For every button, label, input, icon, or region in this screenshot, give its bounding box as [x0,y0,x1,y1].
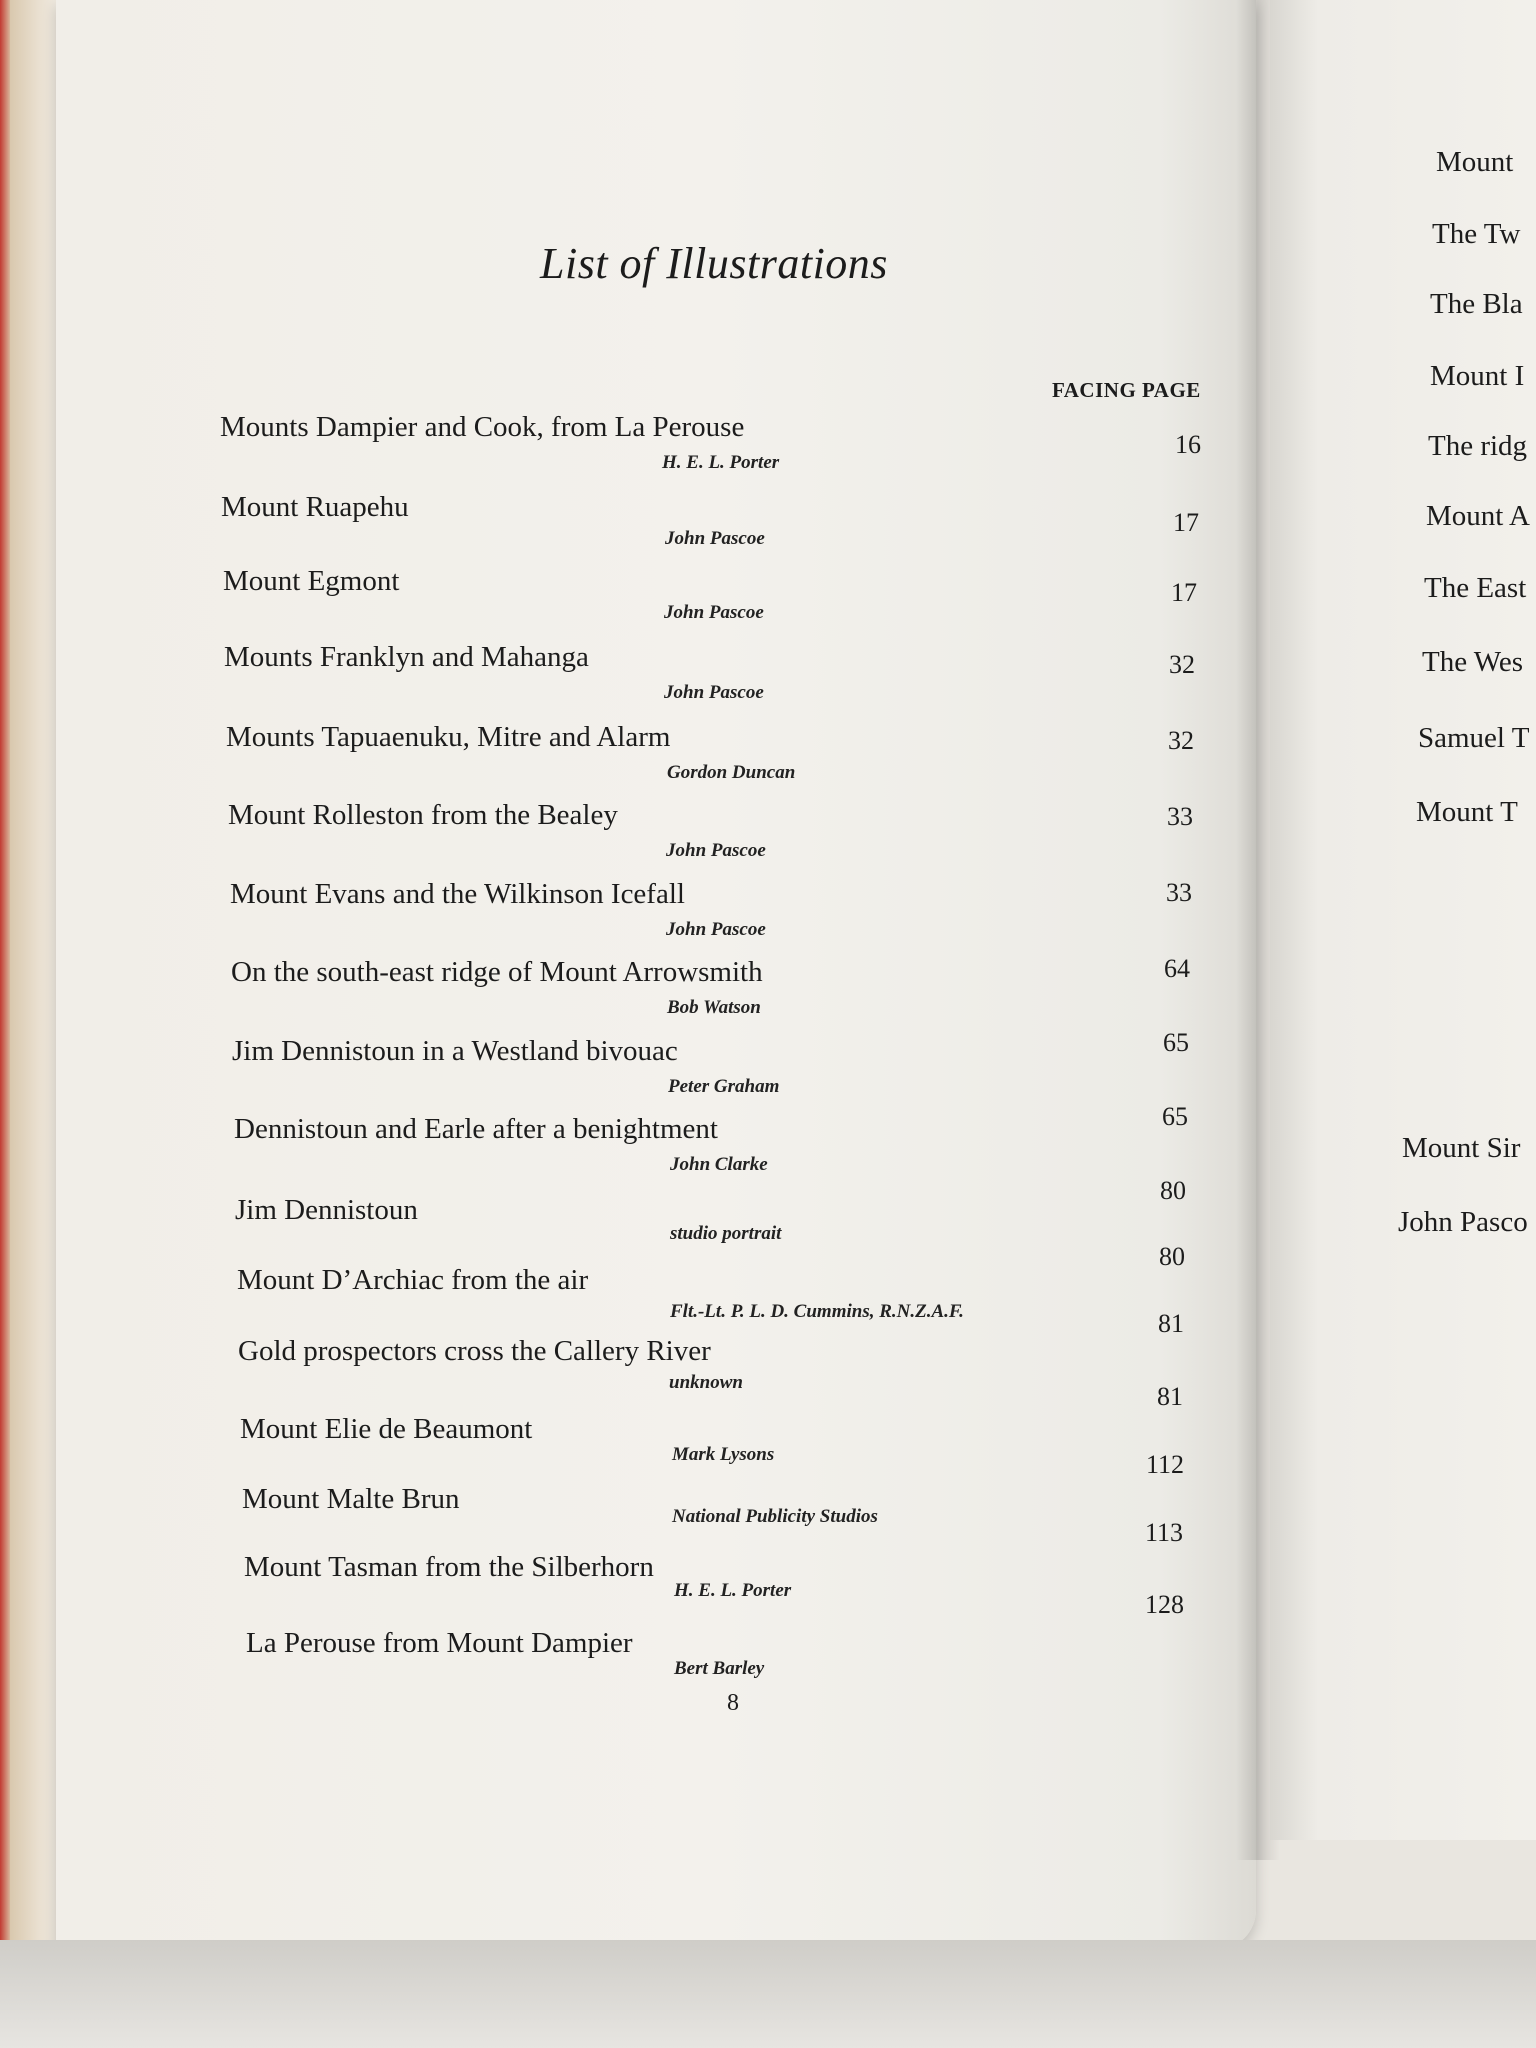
facing-page-number: 81 [1158,1309,1184,1338]
illustration-credit: Peter Graham [668,1076,780,1097]
facing-page-number: 128 [1145,1590,1184,1619]
facing-page-number: 32 [1168,726,1194,755]
illustration-credit: John Pascoe [666,919,766,940]
facing-page-number: 80 [1160,1176,1186,1205]
book-cover-edge [10,0,56,1950]
right-page-line: The ridg [1428,430,1528,462]
illustration-credit: Mark Lysons [672,1444,775,1465]
illustration-credit: H. E. L. Porter [674,1580,792,1601]
illustration-title: Mount D’Archiac from the air [237,1264,589,1296]
list-item [244,1550,792,1601]
illustration-credit: unknown [669,1372,743,1393]
illustration-credit: National Publicity Studios [672,1506,878,1527]
illustration-title: Jim Dennistoun in a Westland bivouac [232,1035,678,1067]
illustration-credit: H. E. L. Porter [662,452,780,473]
illustration-title: Mount Ruapehu [221,491,409,523]
right-page-line: Mount T [1416,796,1518,828]
illustration-credit: John Pascoe [664,682,764,703]
illustration-title: Mount Malte Brun [242,1483,460,1515]
illustration-title: Mounts Franklyn and Mahanga [224,641,589,673]
illustration-title: Mount Elie de Beaumont [240,1413,533,1445]
illustration-title: Mounts Tapuaenuku, Mitre and Alarm [226,721,671,753]
facing-page-number: 65 [1163,1028,1189,1057]
right-page-line: Samuel T [1418,722,1530,754]
facing-page-number: 64 [1164,954,1190,983]
illustration-title: Mounts Dampier and Cook, from La Perouse [220,411,745,443]
facing-page-number: 33 [1166,878,1192,907]
facing-page-number: 80 [1159,1242,1185,1271]
page-title: List of Illustrations [540,239,888,288]
illustration-credit: Bert Barley [674,1658,765,1679]
illustration-title: Dennistoun and Earle after a benightment [234,1113,718,1145]
facing-page-number: 33 [1167,802,1193,831]
list-item [235,1193,782,1244]
illustration-credit: John Pascoe [665,528,765,549]
illustration-title: Mount Tasman from the Silberhorn [244,1551,654,1583]
list-item [238,1334,743,1393]
illustration-title: Mount Rolleston from the Bealey [228,799,618,831]
illustration-title: La Perouse from Mount Dampier [246,1627,633,1659]
right-page-line: The Tw [1432,218,1521,250]
list-item [223,564,764,623]
illustration-credit: Bob Watson [667,997,761,1018]
list-item [242,1482,878,1527]
illustration-title: On the south-east ridge of Mount Arrowsmith [231,956,763,988]
facing-page-number: 32 [1169,650,1195,679]
illustration-title: Jim Dennistoun [235,1194,418,1226]
right-page [1270,0,1536,1840]
list-item [246,1626,765,1679]
facing-page-header: FACING PAGE [1052,378,1201,402]
illustration-credit: studio portrait [670,1223,782,1244]
facing-page-number: 16 [1175,430,1201,459]
list-item [221,490,765,549]
illustration-credit: John Clarke [670,1154,768,1175]
list-item [224,640,764,703]
right-page-line: John Pasco [1398,1206,1528,1238]
page-number: 8 [727,1690,739,1716]
book-cover-spine [0,0,10,1950]
right-page-line: Mount Sir [1402,1132,1521,1164]
illustration-credit: Gordon Duncan [667,762,796,783]
right-page-line: The Bla [1430,288,1523,320]
facing-page-number: 81 [1157,1382,1183,1411]
right-page-line: The East [1424,572,1527,604]
facing-page-number: 17 [1173,508,1199,537]
list-item [230,877,766,940]
illustration-credit: John Pascoe [666,840,766,861]
illustration-credit: John Pascoe [664,602,764,623]
list-item [234,1112,768,1175]
list-item [240,1412,775,1465]
facing-page-number: 17 [1171,578,1197,607]
list-item [228,798,766,861]
illustration-credit: Flt.-Lt. P. L. D. Cummins, R.N.Z.A.F. [670,1301,964,1322]
list-item [231,955,763,1018]
facing-page-number: 113 [1145,1518,1184,1547]
right-page-line: The Wes [1422,646,1524,678]
right-page-line: Mount [1436,146,1514,178]
list-item [226,720,796,783]
illustration-title: Gold prospectors cross the Callery River [238,1335,711,1367]
list-item [232,1034,780,1097]
facing-page-number: 65 [1162,1102,1188,1131]
right-page-line: Mount I [1430,360,1525,392]
list-item [220,410,780,473]
table-surface [0,1940,1536,2048]
right-page-line: Mount A [1426,500,1530,532]
illustration-title: Mount Egmont [223,565,400,597]
illustration-title: Mount Evans and the Wilkinson Icefall [230,878,685,910]
list-item [237,1263,964,1322]
facing-page-number: 112 [1146,1450,1185,1479]
